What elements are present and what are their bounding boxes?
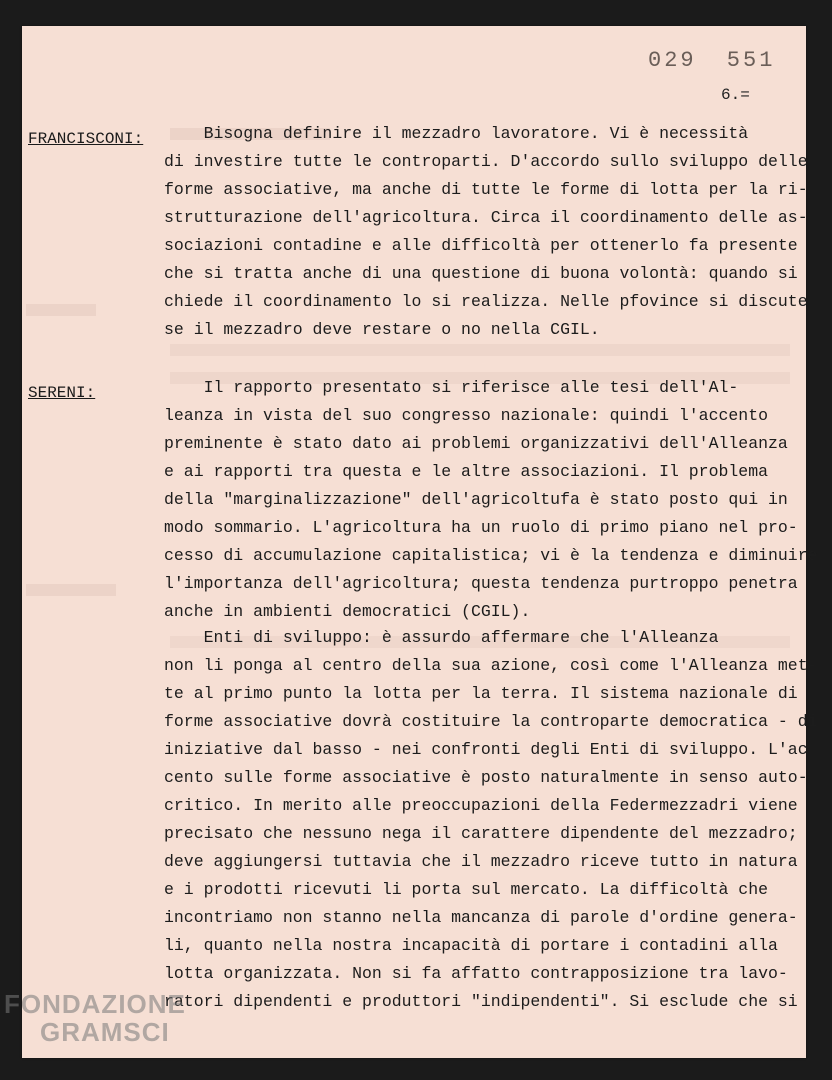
- text-line: cesso di accumulazione capitalistica; vi è la tendenza e diminuire: [164, 546, 818, 565]
- text-line: l'importanza dell'agricoltura; questa tendenza purtroppo penetra: [164, 574, 798, 593]
- text-line: strutturazione dell'agricoltura. Circa il coordinamento delle as-: [164, 208, 808, 227]
- speaker-franciscani: FRANCISCONI:: [28, 130, 144, 148]
- text-line: leanza in vista del suo congresso nazionale: quindi l'accento: [164, 406, 768, 425]
- text-line: precisato che nessuno nega il carattere dipendente del mezzadro;: [164, 824, 798, 843]
- archive-number: 029 551: [648, 48, 776, 73]
- text-line: ratori dipendenti e produttori "indipendenti". Si esclude che si: [164, 992, 798, 1011]
- paragraph-sereni-1: [164, 374, 818, 626]
- text-line: non li ponga al centro della sua azione, così come l'Alleanza met-: [164, 656, 818, 675]
- text-line: incontriamo non stanno nella mancanza di parole d'ordine genera-: [164, 908, 798, 927]
- text-line: di investire tutte le controparti. D'accordo sullo sviluppo delle: [164, 152, 808, 171]
- text-line: che si tratta anche di una questione di buona volontà: quando si: [164, 264, 798, 283]
- text-line: e ai rapporti tra questa e le altre associazioni. Il problema: [164, 462, 768, 481]
- text-line: deve aggiungersi tuttavia che il mezzadro riceve tutto in natura: [164, 852, 798, 871]
- document-page: [22, 26, 818, 1058]
- watermark-line-2: GRAMSCI: [40, 1017, 170, 1047]
- text-line: della "marginalizzazione" dell'agricoltufa è stato posto qui in: [164, 490, 788, 509]
- paragraph-franciscani: [164, 120, 808, 344]
- speaker-sereni: SERENI:: [28, 384, 96, 402]
- text-line: forme associative, ma anche di tutte le forme di lotta per la ri-: [164, 180, 808, 199]
- text-line: li, quanto nella nostra incapacità di portare i contadini alla: [164, 936, 778, 955]
- text-line: Enti di sviluppo: è assurdo affermare che l'Alleanza: [164, 628, 719, 647]
- text-line: iniziative dal basso - nei confronti degli Enti di sviluppo. L'ac: [164, 740, 808, 759]
- text-line: e i prodotti ricevuti li porta sul mercato. La difficoltà che: [164, 880, 768, 899]
- text-line: critico. In merito alle preoccupazioni della Federmezzadri viene: [164, 796, 798, 815]
- text-line: forme associative dovrà costituire la controparte democratica - di: [164, 712, 818, 731]
- text-line: se il mezzadro deve restare o no nella CGIL.: [164, 320, 600, 339]
- watermark-line-1: FONDAZIONE: [4, 989, 186, 1019]
- fondazione-gramsci-watermark: [4, 990, 186, 1046]
- text-line: lotta organizzata. Non si fa affatto contrapposizione tra lavo-: [164, 964, 788, 983]
- paragraph-sereni-2: [164, 624, 818, 1016]
- text-line: Bisogna definire il mezzadro lavoratore. Vi è necessità: [164, 124, 749, 143]
- text-line: te al primo punto la lotta per la terra. Il sistema nazionale di: [164, 684, 798, 703]
- text-line: sociazioni contadine e alle difficoltà per ottenerlo fa presente: [164, 236, 798, 255]
- text-line: cento sulle forme associative è posto naturalmente in senso auto-: [164, 768, 808, 787]
- page-number: 6.=: [721, 86, 750, 104]
- text-line: preminente è stato dato ai problemi organizzativi dell'Alleanza: [164, 434, 788, 453]
- text-line: modo sommario. L'agricoltura ha un ruolo di primo piano nel pro-: [164, 518, 798, 537]
- text-line: anche in ambienti democratici (CGIL).: [164, 602, 531, 621]
- text-line: chiede il coordinamento lo si realizza. Nelle pfovince si discute: [164, 292, 808, 311]
- text-line: Il rapporto presentato si riferisce alle tesi dell'Al-: [164, 378, 739, 397]
